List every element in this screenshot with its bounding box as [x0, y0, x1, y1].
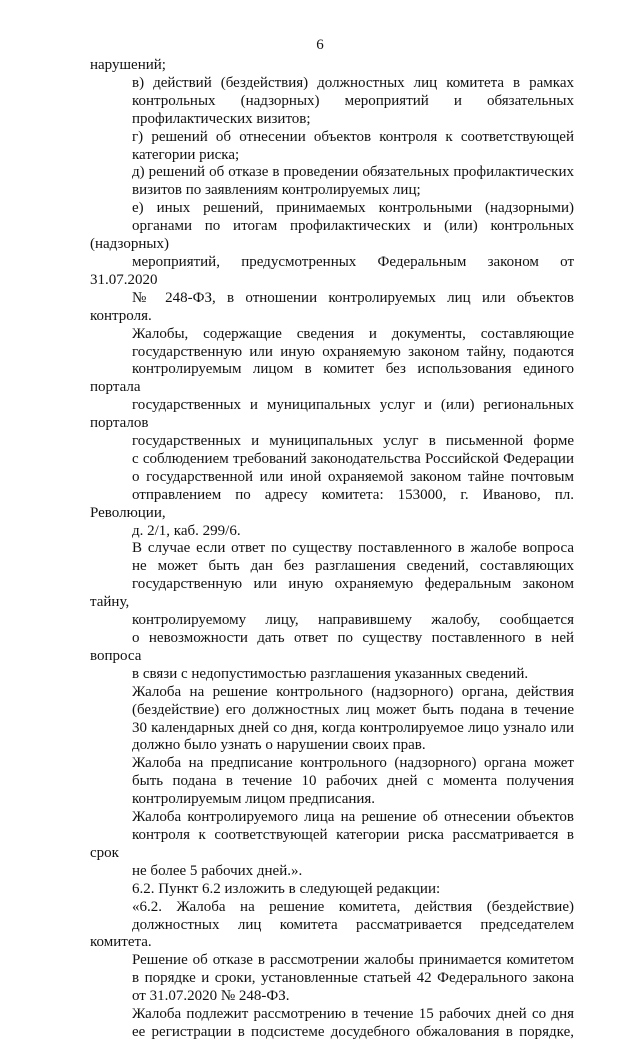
text-line: д) решений об отказе в проведении обязательных профилактических	[132, 164, 574, 181]
text-line: нарушений;	[90, 57, 166, 73]
paragraph-4	[90, 164, 574, 200]
paragraph-5	[90, 200, 574, 325]
text-line: быть подана в течение 10 рабочих дней с момента получения	[132, 773, 574, 790]
paragraph-9	[90, 755, 574, 809]
paragraph-11	[90, 881, 574, 899]
text-line: государственных и муниципальных услуг в письменной форме	[132, 433, 574, 450]
text-line: профилактических визитов;	[132, 110, 311, 127]
text-line: отправлением по адресу комитета: 153000, г. Иваново, пл. Революции,	[90, 486, 574, 521]
paragraph-14	[90, 1006, 574, 1042]
text-line: Жалоба подлежит рассмотрению в течение 15 рабочих дней со дня	[132, 1006, 574, 1023]
text-line: 6.2. Пункт 6.2 изложить в следующей редакции:	[132, 880, 441, 897]
text-line: мероприятий, предусмотренных Федеральным законом от 31.07.2020	[90, 253, 574, 288]
text-line: контроля к соответствующей категории риска рассматривается в срок	[90, 826, 574, 861]
document-body	[90, 57, 574, 1042]
text-line: в) действий (бездействия) должностных лиц комитета в рамках	[132, 74, 574, 91]
text-line: государственную или иную охраняемую федеральным законом тайну,	[90, 576, 574, 611]
text-line: не более 5 рабочих дней.».	[132, 862, 303, 879]
text-line: г) решений об отнесении объектов контроля к соответствующей	[132, 128, 574, 145]
text-line: о государственной или иной охраняемой законом тайне почтовым	[132, 468, 574, 485]
text-line: е) иных решений, принимаемых контрольными (надзорными)	[132, 200, 574, 217]
text-line: государственных и муниципальных услуг и (или) региональных порталов	[90, 397, 574, 432]
text-line: Жалоба на решение контрольного (надзорного) органа, действия	[132, 683, 574, 700]
text-line: категории риска;	[132, 146, 240, 163]
text-line: (бездействие) его должностных лиц может быть подана в течение	[132, 701, 574, 718]
paragraph-2	[90, 75, 574, 129]
text-line: ее регистрации в подсистеме досудебного обжалования в порядке,	[132, 1023, 574, 1040]
text-line: № 248-ФЗ, в отношении контролируемых лиц или объектов контроля.	[90, 289, 574, 324]
paragraph-1	[90, 57, 574, 75]
text-line: контролируемому лицу, направившему жалобу, сообщается	[132, 612, 574, 629]
paragraph-8	[90, 684, 574, 756]
text-line: Жалоба на предписание контрольного (надзорного) органа может	[132, 755, 574, 772]
text-line: с соблюдением требований законодательства Российской Федерации	[132, 450, 574, 467]
paragraph-6	[90, 326, 574, 541]
text-line: «6.2. Жалоба на решение комитета, действия (бездействие)	[132, 898, 574, 915]
text-line: государственную или иную охраняемую законом тайну, подаются	[132, 343, 574, 360]
text-line: должностных лиц комитета рассматривается председателем комитета.	[90, 916, 574, 951]
paragraph-7	[90, 540, 574, 683]
text-line: контрольных (надзорных) мероприятий и обязательных	[132, 92, 574, 109]
text-line: в связи с недопустимостью разглашения указанных сведений.	[132, 665, 529, 682]
text-line: 30 календарных дней со дня, когда контролируемое лицо узнало или	[132, 719, 574, 736]
text-line: контролируемым лицом в комитет без использования единого портала	[90, 361, 574, 396]
page-number: 6	[316, 37, 324, 53]
text-line: д. 2/1, каб. 299/6.	[132, 522, 241, 539]
text-line: контролируемым лицом предписания.	[132, 791, 376, 808]
text-line: органами по итогам профилактических и (или) контрольных (надзорных)	[90, 218, 574, 253]
text-line: Жалобы, содержащие сведения и документы, составляющие	[132, 325, 574, 342]
paragraph-12	[90, 899, 574, 953]
text-line: Решение об отказе в рассмотрении жалобы принимается комитетом	[132, 952, 574, 969]
paragraph-10	[90, 809, 574, 881]
paragraph-13	[90, 952, 574, 1006]
text-line: Жалоба контролируемого лица на решение об отнесении объектов	[132, 809, 574, 826]
text-line: В случае если ответ по существу поставленного в жалобе вопроса	[132, 540, 574, 557]
text-line: не может быть дан без разглашения сведений, составляющих	[132, 558, 574, 575]
paragraph-3	[90, 129, 574, 165]
text-line: визитов по заявлениям контролируемых лиц;	[132, 182, 421, 199]
text-line: о невозможности дать ответ по существу поставленного в ней вопроса	[90, 630, 574, 664]
text-line: должно было узнать о нарушении своих прав.	[132, 737, 426, 754]
text-line: в порядке и сроки, установленные статьей 42 Федерального закона	[132, 970, 574, 987]
text-line: от 31.07.2020 № 248-ФЗ.	[132, 988, 290, 1005]
